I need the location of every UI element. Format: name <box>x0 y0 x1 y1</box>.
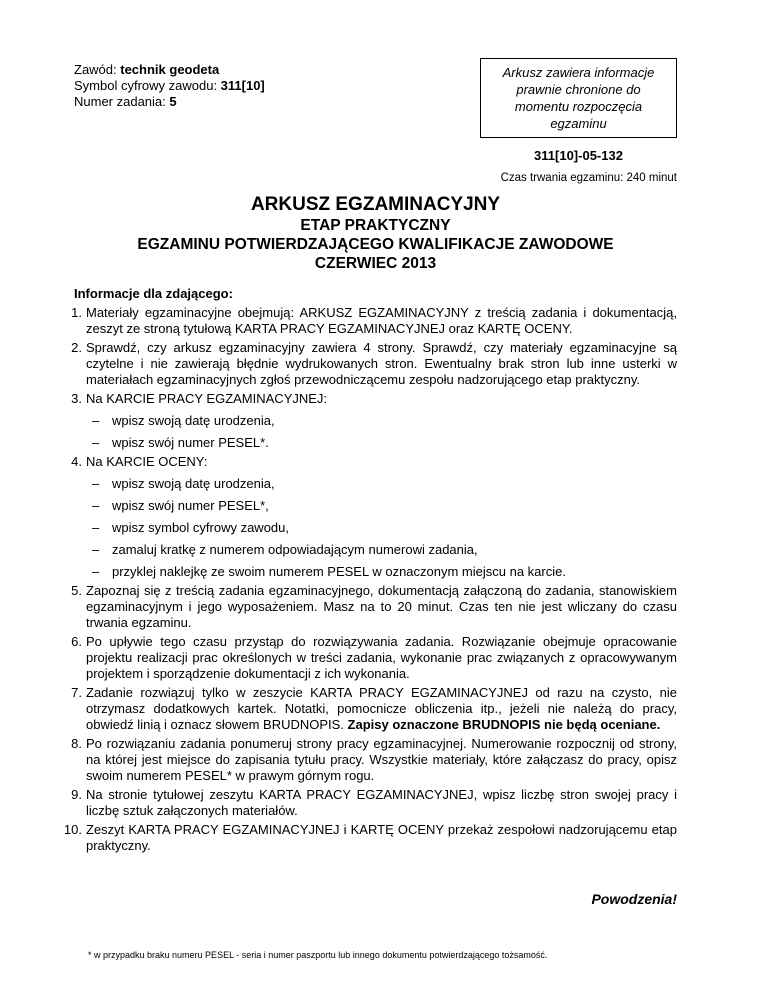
instruction-number: 10. <box>63 822 82 837</box>
instruction-subitem-text: wpisz swoją datę urodzenia, <box>112 413 275 428</box>
instruction-subitem <box>86 564 677 580</box>
exam-duration: Czas trwania egzaminu: 240 minut <box>500 172 677 184</box>
profession-row: Zawód: technik geodeta <box>74 62 220 77</box>
subtitle-stage: ETAP PRAKTYCZNY <box>300 217 451 234</box>
instruction-number: 2. <box>71 340 82 355</box>
instruction-text: Na KARCIE PRACY EGZAMINACYJNEJ: <box>86 391 328 406</box>
instruction-item <box>62 822 677 854</box>
instruction-subitem-text: przyklej naklejkę ze swoim numerem PESEL w oznaczonym miejscu na karcie. <box>112 564 566 579</box>
exam-code: 311[10]-05-132 <box>534 148 623 163</box>
dash-bullet: – <box>92 520 100 535</box>
task-number-value: 5 <box>169 94 177 109</box>
instruction-item <box>62 787 677 819</box>
instruction-subitem-text: zamaluj kratkę z numerem odpowiadającym numerowi zadania, <box>112 542 478 557</box>
instruction-item <box>62 634 677 682</box>
instruction-subitem <box>86 476 677 492</box>
instruction-number: 8. <box>71 736 82 751</box>
instruction-subitem <box>86 435 677 451</box>
instruction-body <box>86 391 677 451</box>
instruction-subitem-text: wpisz swój numer PESEL*, <box>112 498 269 513</box>
instruction-number: 4. <box>71 454 82 469</box>
instruction-body <box>86 305 677 337</box>
instruction-body <box>86 340 677 388</box>
instruction-body <box>86 822 677 854</box>
instruction-text: Zeszyt KARTA PRACY EGZAMINACYJNEJ i KARTĘ OCENY przekaż zespołowi nadzorującemu etap praktyczny. <box>86 822 677 853</box>
instruction-item <box>62 583 677 631</box>
symbol-row: Symbol cyfrowy zawodu: 311[10] <box>74 78 265 93</box>
instructions-heading: Informacje dla zdającego: <box>74 286 233 301</box>
instruction-number: 1. <box>71 305 82 320</box>
instruction-bold-note: Zapisy oznaczone BRUDNOPIS nie będą oceniane. <box>347 717 661 732</box>
pesel-footnote: * w przypadku braku numeru PESEL - seria i numer paszportu lub innego dokumentu potwierdzającego tożsamość. <box>88 950 548 960</box>
subtitle-date: CZERWIEC 2013 <box>314 255 437 272</box>
instruction-item <box>62 391 677 451</box>
instruction-number: 9. <box>71 787 82 802</box>
dash-bullet: – <box>92 476 100 491</box>
instruction-subitem <box>86 413 677 429</box>
instruction-item <box>62 305 677 337</box>
confidentiality-notice-text: Arkusz zawiera informacje prawnie chronione do momentu rozpoczęcia egzaminu <box>502 65 655 131</box>
instruction-item <box>62 685 677 733</box>
instruction-number: 6. <box>71 634 82 649</box>
instruction-subitem <box>86 520 677 536</box>
instruction-number: 3. <box>71 391 82 406</box>
title-block <box>74 194 677 273</box>
instruction-text: Sprawdź, czy arkusz egzaminacyjny zawiera 4 strony. Sprawdź, czy materiały egzaminacyjne są czytelne i nie zawierają błędnie wydrukowanych stron. Ewentualny brak stron lub inne usterki w materiałach egzaminacyjnych zgłoś przewodniczącemu zespołu nadzorującego etap praktyczny. <box>86 340 677 387</box>
instruction-subitem-text: wpisz swoją datę urodzenia, <box>112 476 275 491</box>
dash-bullet: – <box>92 498 100 513</box>
instruction-text: Zadanie rozwiązuj tylko w zeszycie KARTA PRACY EGZAMINACYJNEJ od razu na czysto, nie otrzymasz dodatkowych kartek. Notatki, pomocnicze obliczenia itp., jeżeli nie należą do pracy, obwiedź linią i oznacz słowem BRUDNOPIS. <box>86 685 677 732</box>
instruction-body <box>86 634 677 682</box>
confidentiality-notice-box <box>480 58 677 138</box>
dash-bullet: – <box>92 413 100 428</box>
instruction-text: Na stronie tytułowej zeszytu KARTA PRACY EGZAMINACYJNEJ, wpisz liczbę stron swojej pracy i liczbę sztuk załączonych materiałów. <box>86 787 677 818</box>
dash-bullet: – <box>92 542 100 557</box>
instruction-body <box>86 787 677 819</box>
dash-bullet: – <box>92 435 100 450</box>
instruction-number: 5. <box>71 583 82 598</box>
dash-bullet: – <box>92 564 100 579</box>
instruction-subitem-text: wpisz swój numer PESEL*. <box>112 435 269 450</box>
instruction-subitem <box>86 498 677 514</box>
exam-metadata <box>74 62 265 110</box>
instruction-text: Materiały egzaminacyjne obejmują: ARKUSZ EGZAMINACYJNY z treścią zadania i dokumentacją, zeszyt ze stroną tytułową KARTA PRACY EGZAMINACYJNEJ oraz KARTĘ OCENY. <box>86 305 677 336</box>
subtitle-exam: EGZAMINU POTWIERDZAJĄCEGO KWALIFIKACJE ZAWODOWE <box>137 236 614 253</box>
instruction-item <box>62 454 677 580</box>
instruction-body <box>86 736 677 784</box>
instruction-item <box>62 736 677 784</box>
instruction-subitem <box>86 542 677 558</box>
closing-greeting: Powodzenia! <box>591 891 677 907</box>
instruction-body <box>86 583 677 631</box>
instructions-section <box>62 286 677 854</box>
instruction-text: Po upływie tego czasu przystąp do rozwiązywania zadania. Rozwiązanie obejmuje opracowanie projektu realizacji prac określonych w treści zadania, wykonanie prac związanych z opracowywanym projektem i sporządzenie dokumentacji z ich wykonania. <box>86 634 677 681</box>
instruction-body <box>86 454 677 580</box>
task-number-row: Numer zadania: 5 <box>74 94 177 109</box>
instruction-text: Zapoznaj się z treścią zadania egzaminacyjnego, dokumentacją załączoną do zadania, stanowiskiem egzaminacyjnym i jego wyposażeniem. Masz na to 20 minut. Czas ten nie jest wliczany do czasu trwania egzaminu. <box>86 583 677 630</box>
instruction-text: Po rozwiązaniu zadania ponumeruj strony pracy egzaminacyjnej. Numerowanie rozpocznij od strony, na której jest miejsce do zapisania tytułu pracy. Wszystkie materiały, które załączasz do pracy, opisz swoim numerem PESEL* w prawym górnym rogu. <box>86 736 677 783</box>
symbol-value: 311[10] <box>220 78 265 93</box>
instruction-item <box>62 340 677 388</box>
instruction-body <box>86 685 677 733</box>
instruction-number: 7. <box>71 685 82 700</box>
profession-value: technik geodeta <box>120 62 220 77</box>
instruction-subitem-text: wpisz symbol cyfrowy zawodu, <box>112 520 289 535</box>
main-title: ARKUSZ EGZAMINACYJNY <box>250 194 501 215</box>
instruction-text: Na KARCIE OCENY: <box>86 454 208 469</box>
instructions-list <box>62 305 677 854</box>
